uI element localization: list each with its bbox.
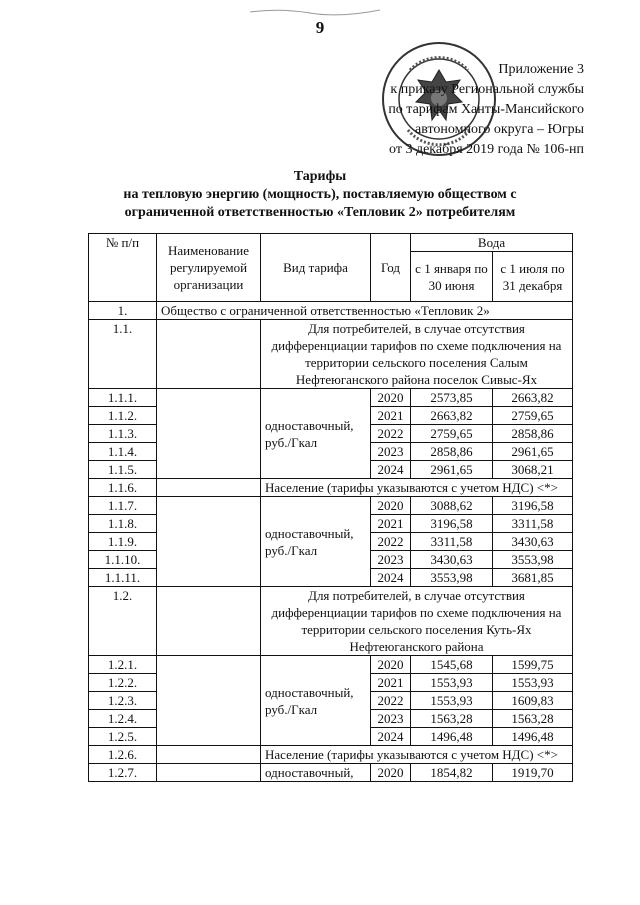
table-row <box>89 656 573 674</box>
year-cell: 2022 <box>371 425 411 443</box>
year-cell: 2024 <box>371 728 411 746</box>
year-cell: 2023 <box>371 710 411 728</box>
header-num: № п/п <box>89 234 157 302</box>
empty-cell <box>157 656 261 746</box>
row-num: 1.2.5. <box>89 728 157 746</box>
row-num: 1.1.8. <box>89 515 157 533</box>
value-cell: 2961,65 <box>493 443 573 461</box>
section-text: Для потребителей, в случае отсутствия дифференциации тарифов по схеме подключения на территории сельского поселения Куть-Ях Нефтеюганского района <box>261 587 573 656</box>
title-line: на тепловую энергию (мощность), поставляемую обществом с <box>123 187 517 202</box>
year-cell: 2023 <box>371 443 411 461</box>
year-cell: 2020 <box>371 389 411 407</box>
value-cell: 3430,63 <box>411 551 493 569</box>
table-row <box>89 389 573 407</box>
org-row <box>89 302 573 320</box>
value-cell: 3088,62 <box>411 497 493 515</box>
value-cell: 2858,86 <box>493 425 573 443</box>
value-cell: 1496,48 <box>411 728 493 746</box>
value-cell: 3068,21 <box>493 461 573 479</box>
year-cell: 2023 <box>371 551 411 569</box>
row-num: 1. <box>89 302 157 320</box>
tariff-table <box>88 233 573 782</box>
title-line: Тарифы <box>293 169 347 184</box>
value-cell: 3681,85 <box>493 569 573 587</box>
value-cell: 2663,82 <box>411 407 493 425</box>
year-cell: 2022 <box>371 692 411 710</box>
row-num: 1.2.3. <box>89 692 157 710</box>
value-cell: 1545,68 <box>411 656 493 674</box>
section-row <box>89 587 573 656</box>
value-cell: 3196,58 <box>411 515 493 533</box>
row-num: 1.2.4. <box>89 710 157 728</box>
value-cell: 3553,98 <box>411 569 493 587</box>
header-water: Вода <box>411 234 573 252</box>
appendix-line: к приказу Региональной службы <box>390 82 584 97</box>
section-row <box>89 320 573 389</box>
value-cell: 1553,93 <box>411 692 493 710</box>
year-cell: 2024 <box>371 569 411 587</box>
value-cell: 1563,28 <box>493 710 573 728</box>
value-cell: 3196,58 <box>493 497 573 515</box>
value-cell: 1553,93 <box>411 674 493 692</box>
empty-cell <box>157 587 261 656</box>
year-cell: 2021 <box>371 407 411 425</box>
row-num: 1.1. <box>89 320 157 389</box>
section-text: Для потребителей, в случае отсутствия дифференциации тарифов по схеме подключения на территории сельского поселения Салым Нефтеюганского района поселок Сивыс-Ях <box>261 320 573 389</box>
row-num: 1.1.3. <box>89 425 157 443</box>
value-cell: 2663,82 <box>493 389 573 407</box>
page-number: 9 <box>315 18 325 37</box>
value-cell: 1563,28 <box>411 710 493 728</box>
header-period1: с 1 января по 30 июня <box>411 252 493 302</box>
empty-cell <box>157 497 261 587</box>
row-num: 1.1.7. <box>89 497 157 515</box>
row-num: 1.2.6. <box>89 746 157 764</box>
value-cell: 2961,65 <box>411 461 493 479</box>
value-cell: 3311,58 <box>411 533 493 551</box>
value-cell: 3430,63 <box>493 533 573 551</box>
year-cell: 2021 <box>371 674 411 692</box>
value-cell: 1599,75 <box>493 656 573 674</box>
value-cell: 1854,82 <box>411 764 493 782</box>
value-cell: 2759,65 <box>411 425 493 443</box>
appendix-line: по тарифам Ханты-Мансийского <box>388 102 584 117</box>
table-row <box>89 764 573 782</box>
year-cell: 2024 <box>371 461 411 479</box>
value-cell: 1609,83 <box>493 692 573 710</box>
row-num: 1.1.2. <box>89 407 157 425</box>
row-num: 1.1.10. <box>89 551 157 569</box>
row-num: 1.2. <box>89 587 157 656</box>
header-period2: с 1 июля по 31 декабря <box>493 252 573 302</box>
org-name: Общество с ограниченной ответственностью «Тепловик 2» <box>157 302 573 320</box>
row-num: 1.1.4. <box>89 443 157 461</box>
header-org: Наименование регулируемой организации <box>157 234 261 302</box>
year-cell: 2020 <box>371 656 411 674</box>
scan-artifact <box>250 6 380 16</box>
value-cell: 3311,58 <box>493 515 573 533</box>
appendix-line: от 3 декабря 2019 года № 106-нп <box>389 142 584 157</box>
row-num: 1.2.2. <box>89 674 157 692</box>
appendix-block <box>388 60 584 160</box>
row-num: 1.1.9. <box>89 533 157 551</box>
year-cell: 2021 <box>371 515 411 533</box>
empty-cell <box>157 320 261 389</box>
tariff-type: одноставочный, руб./Гкал <box>261 497 371 587</box>
value-cell: 1496,48 <box>493 728 573 746</box>
year-cell: 2022 <box>371 533 411 551</box>
value-cell: 1919,70 <box>493 764 573 782</box>
row-num: 1.1.1. <box>89 389 157 407</box>
empty-cell <box>157 746 261 764</box>
section-row <box>89 746 573 764</box>
appendix-line: Приложение 3 <box>498 62 584 77</box>
section-row <box>89 479 573 497</box>
tariff-type: одноставочный, руб./Гкал <box>261 656 371 746</box>
empty-cell <box>157 389 261 479</box>
row-num: 1.1.5. <box>89 461 157 479</box>
year-cell: 2020 <box>371 497 411 515</box>
row-num: 1.2.1. <box>89 656 157 674</box>
value-cell: 2573,85 <box>411 389 493 407</box>
title-line: ограниченной ответственностью «Тепловик 2» потребителям <box>124 205 516 220</box>
value-cell: 2759,65 <box>493 407 573 425</box>
value-cell: 2858,86 <box>411 443 493 461</box>
header-row <box>89 234 573 252</box>
empty-cell <box>157 764 261 782</box>
value-cell: 1553,93 <box>493 674 573 692</box>
appendix-line: автономного округа – Югры <box>415 122 584 137</box>
row-num: 1.2.7. <box>89 764 157 782</box>
year-cell: 2020 <box>371 764 411 782</box>
row-num: 1.1.11. <box>89 569 157 587</box>
table-row <box>89 497 573 515</box>
section-text: Население (тарифы указываются с учетом НДС) <*> <box>261 746 573 764</box>
header-kind: Вид тарифа <box>261 234 371 302</box>
tariff-type: одноставочный, <box>261 764 371 782</box>
tariff-type: одноставочный, руб./Гкал <box>261 389 371 479</box>
row-num: 1.1.6. <box>89 479 157 497</box>
document-title <box>0 168 640 222</box>
empty-cell <box>157 479 261 497</box>
header-year: Год <box>371 234 411 302</box>
section-text: Население (тарифы указываются с учетом НДС) <*> <box>261 479 573 497</box>
value-cell: 3553,98 <box>493 551 573 569</box>
